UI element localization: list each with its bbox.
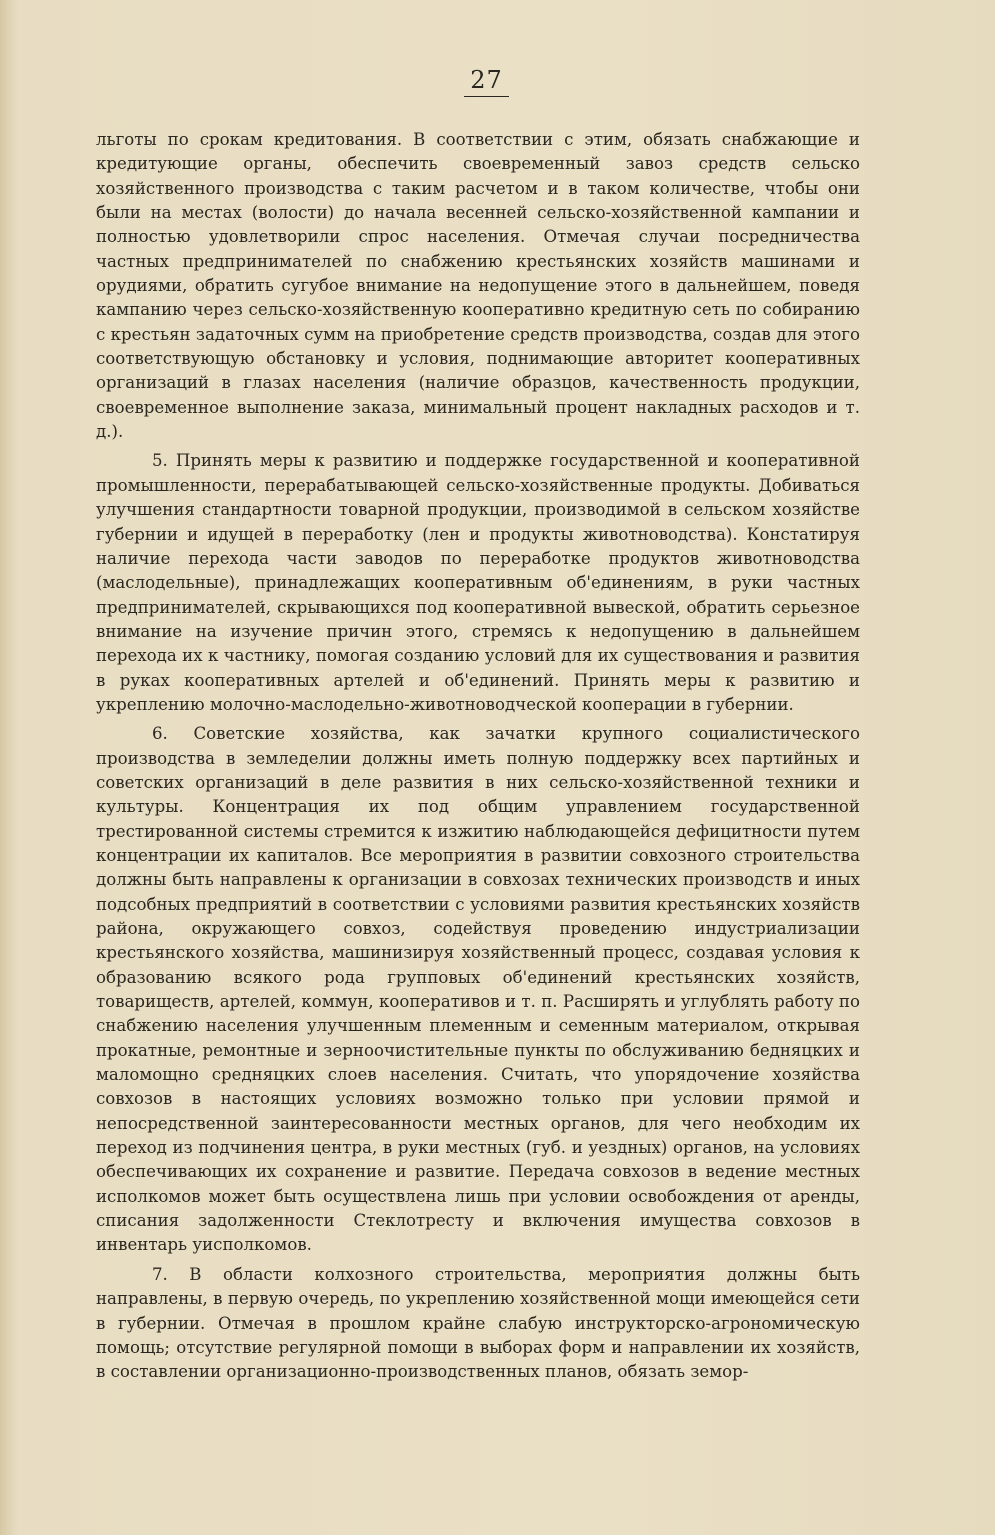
page-number: 27: [0, 66, 995, 97]
body-text: [96, 128, 860, 1390]
paragraph-5: 5. Принять меры к развитию и поддержке государственной и кооперативной промышленности, перерабатывающей сельско-хозяйственные продукты. Добиваться улучшения стандартности товарной продукции, производимой в сельском хозяйстве губернии и идущей в переработку (лен и продукты животноводства). Констатируя наличие перехода части заводов по переработке продуктов животноводства (маслодельные), принадлежащих кооперативным об'единениям, в руки частных предпринимателей, скрывающихся под кооперативной вывеской, обратить серьезное внимание на изучение причин этого, стремясь к недопущению в дальнейшем перехода их к частнику, помогая созданию условий для их существования и развития в руках кооперативных артелей и об'единений. Принять меры к развитию и укреплению молочно-маслодельно-животноводческой кооперации в губернии.: [96, 451, 860, 714]
paragraph-6: 6. Советские хозяйства, как зачатки крупного социалистического производства в земледелии должны иметь полную поддержку всех партийных и советских организаций в деле развития в них сельско-хозяйственной техники и культуры. Концентрация их под общим управлением государственной трестированной системы стремится к изжитию наблюдающейся дефицитности путем концентрации их капиталов. Все мероприятия в развитии совхозного строительства должны быть направлены к организации в совхозах технических производств и иных подсобных предприятий в соответствии с условиями развития крестьянских хозяйств района, окружающего совхоз, содействуя проведению индустриализации крестьянского хозяйства, машинизируя хозяйственный процесс, создавая условия к образованию всякого рода групповых об'единений крестьянских хозяйств, товариществ, артелей, коммун, кооперативов и т. п. Расширять и углублять работу по снабжению населения улучшенным племенным и семенным материалом, открывая прокатные, ремонтные и зерноочистительные пункты по обслуживанию бедняцких и маломощно средняцких слоев населения. Считать, что упорядочение хозяйства совхозов в настоящих условиях возможно только при условии прямой и непосредственной заинтересованности местных органов, для чего необходим их переход из подчинения центра, в руки местных (губ. и уездных) органов, на условиях обеспечивающих их сохранение и развитие. Передача совхозов в ведение местных исполкомов может быть осуществлена лишь при условии освобождения от аренды, списания задолженности Стеклотресту и включения имущества совхозов в инвентарь уисполкомов.: [96, 724, 860, 1255]
paragraph-7: 7. В области колхозного строительства, мероприятия должны быть направлены, в первую очередь, по укреплению хозяйственной мощи имеющейся сети в губернии. Отмечая в прошлом крайне слабую инструкторско-агрономическую помощь; отсутствие регулярной помощи в выборах форм и направлении их хозяйств, в составлении организационно-производственных планов, обязать земор-: [96, 1264, 860, 1382]
paragraph-continuation: льготы по срокам кредитования. В соответствии с этим, обязать снабжающие и кредитующие органы, обеспечить своевременный завоз средств сельско хозяйственного производства с таким расчетом и в таком количестве, чтобы они были на местах (волости) до начала весенней сельско-хозяйственной кампании и полностью удовлетворили спрос населения. Отмечая случаи посредничества частных предпринимателей по снабжению крестьянских хозяйств машинами и орудиями, обратить сугубое внимание на недопущение этого в дальнейшем, поведя кампанию через сельско-хозяйственную кооперативно кредитную сеть по собиранию с крестьян задаточных сумм на приобретение средств производства, создав для этого соответствующую обстановку и условия, поднимающие авторитет кооперативных организаций в глазах населения (наличие образцов, качественность продукции, своевременное выполнение заказа, минимальный процент накладных расходов и т. д.).: [96, 130, 860, 442]
